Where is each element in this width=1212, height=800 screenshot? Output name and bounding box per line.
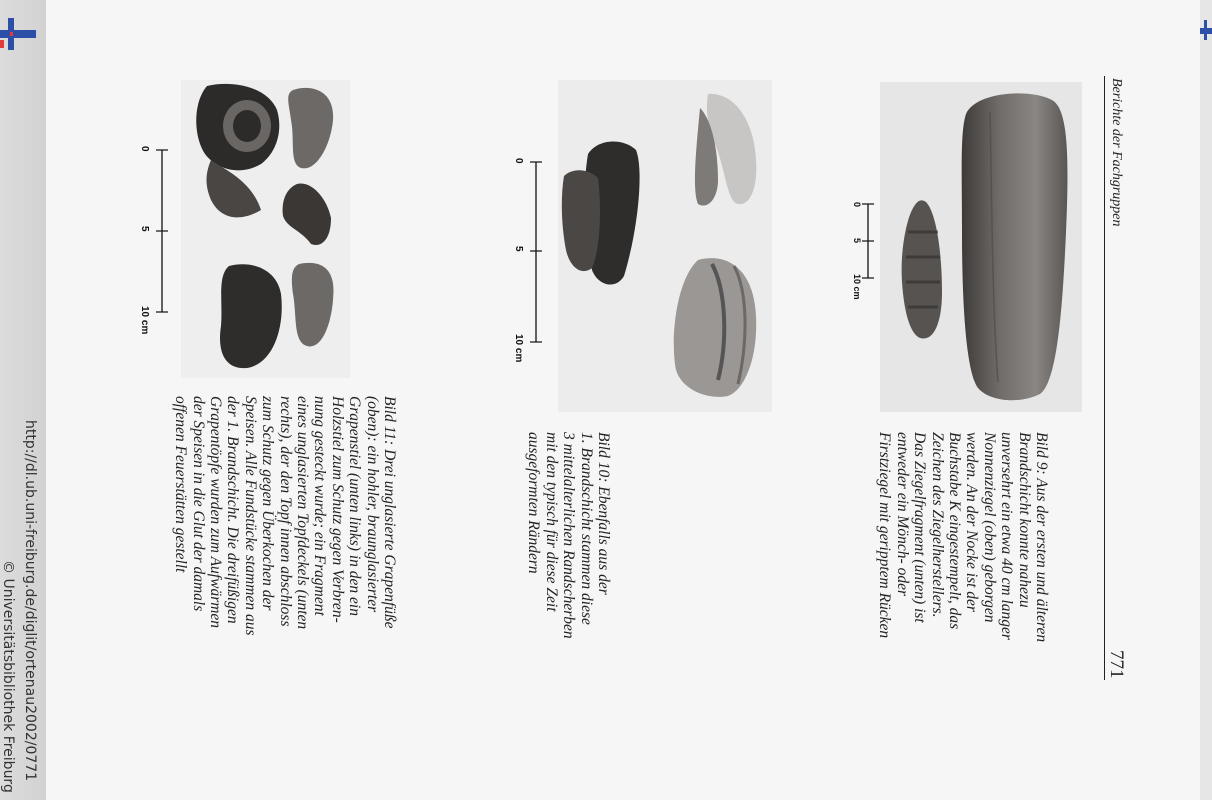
- caption-line: Nonnenziegel (oben) geborgen: [980, 432, 998, 623]
- library-logo-icon-right: [1200, 20, 1212, 40]
- source-url[interactable]: http://dl.ub.uni-freiburg.de/diglit/ortenau2002/0771: [22, 420, 38, 782]
- caption-bild10: [525, 432, 612, 639]
- caption-line: Buchstabe K eingestempelt, das: [945, 432, 963, 630]
- copyright-notice: © Universitätsbibliothek Freiburg: [0, 560, 16, 793]
- caption-line: Bild 10: Ebenfalls aus der: [595, 432, 612, 595]
- caption-line: (oben): ein hohler, braunglasierter: [363, 396, 381, 613]
- caption-line: offenen Feuerstätten gestellt: [172, 396, 190, 573]
- caption-line: mit den typisch für diese Zeit: [542, 432, 560, 612]
- caption-line: Firstziegel mit geripptem Rücken: [876, 432, 894, 639]
- photo-bild10-image: [558, 80, 772, 412]
- caption-line: Brandschicht konnte nahezu: [1015, 432, 1033, 608]
- library-logo-icon: [0, 18, 40, 50]
- scale-label-5: 5: [139, 226, 150, 232]
- scale-bar-bild11: [152, 146, 172, 316]
- caption-line: ausgeformten Rändern: [525, 432, 543, 574]
- scale-bar-bild10: [528, 158, 548, 346]
- caption-line: rechts), der den Topf innen abschloss: [276, 396, 294, 627]
- photo-bild10: [558, 80, 772, 412]
- scale-label-10cm: 10 cm: [513, 334, 524, 363]
- caption-line: unversehrt ein etwa 40 cm langer: [998, 432, 1016, 640]
- caption-line: der Speisen in die Glut der damals: [189, 396, 207, 612]
- caption-line: Speisen. Alle Fundstücke stammen aus: [241, 396, 259, 636]
- caption-line: entweder ein Mönch- oder: [893, 432, 911, 596]
- caption-bild9: [876, 432, 1050, 642]
- caption-line: Holzstiel zum Schutz gegen Verbren-: [328, 396, 346, 623]
- caption-line: Das Ziegelfragment (unten) ist: [911, 432, 929, 623]
- caption-line: Grapenstiel (unten links) in den ein: [346, 396, 364, 616]
- photo-bild9: [880, 82, 1082, 412]
- scale-label-10cm: 10 cm: [852, 274, 862, 300]
- scale-label-5: 5: [513, 246, 524, 252]
- photo-bild9-image: [880, 82, 1082, 412]
- scale-label-5: 5: [852, 238, 862, 244]
- photo-bild11-image: [181, 80, 350, 378]
- caption-line: der 1. Brandschicht. Die dreifüßigen: [224, 396, 242, 624]
- caption-line: Bild 9: Aus der ersten und älteren: [1033, 432, 1050, 643]
- caption-bild11: [172, 396, 398, 636]
- scale-label-10cm: 10 cm: [139, 306, 150, 335]
- caption-line: zum Schutz gegen Überkochen der: [259, 396, 277, 611]
- caption-line: Bild 11: Drei unglasierte Grapenfüße: [381, 396, 398, 629]
- caption-line: werden. An der Nocke ist der: [963, 432, 981, 612]
- caption-line: 3 mittelalterlichen Randscherben: [560, 432, 578, 639]
- caption-line: nung gesteckt wurde; ein Fragment: [311, 396, 329, 616]
- caption-line: Zeichen des Ziegelherstellers.: [928, 432, 946, 618]
- caption-line: Grapentöpfe wurden zum Aufwärmen: [206, 396, 224, 629]
- caption-line: eines unglasierten Topfdeckels (unten: [293, 396, 311, 630]
- caption-line: 1. Brandschicht stammen diese: [577, 432, 595, 625]
- viewer-right-margin: [1200, 0, 1212, 800]
- scale-label-0: 0: [139, 146, 150, 152]
- scale-label-0: 0: [852, 202, 862, 208]
- scale-label-0: 0: [513, 158, 524, 164]
- page-number: 771: [1106, 650, 1127, 679]
- running-head: Berichte der Fachgruppen: [1109, 78, 1124, 227]
- photo-bild11: [181, 80, 350, 378]
- header-rule: [1104, 76, 1105, 680]
